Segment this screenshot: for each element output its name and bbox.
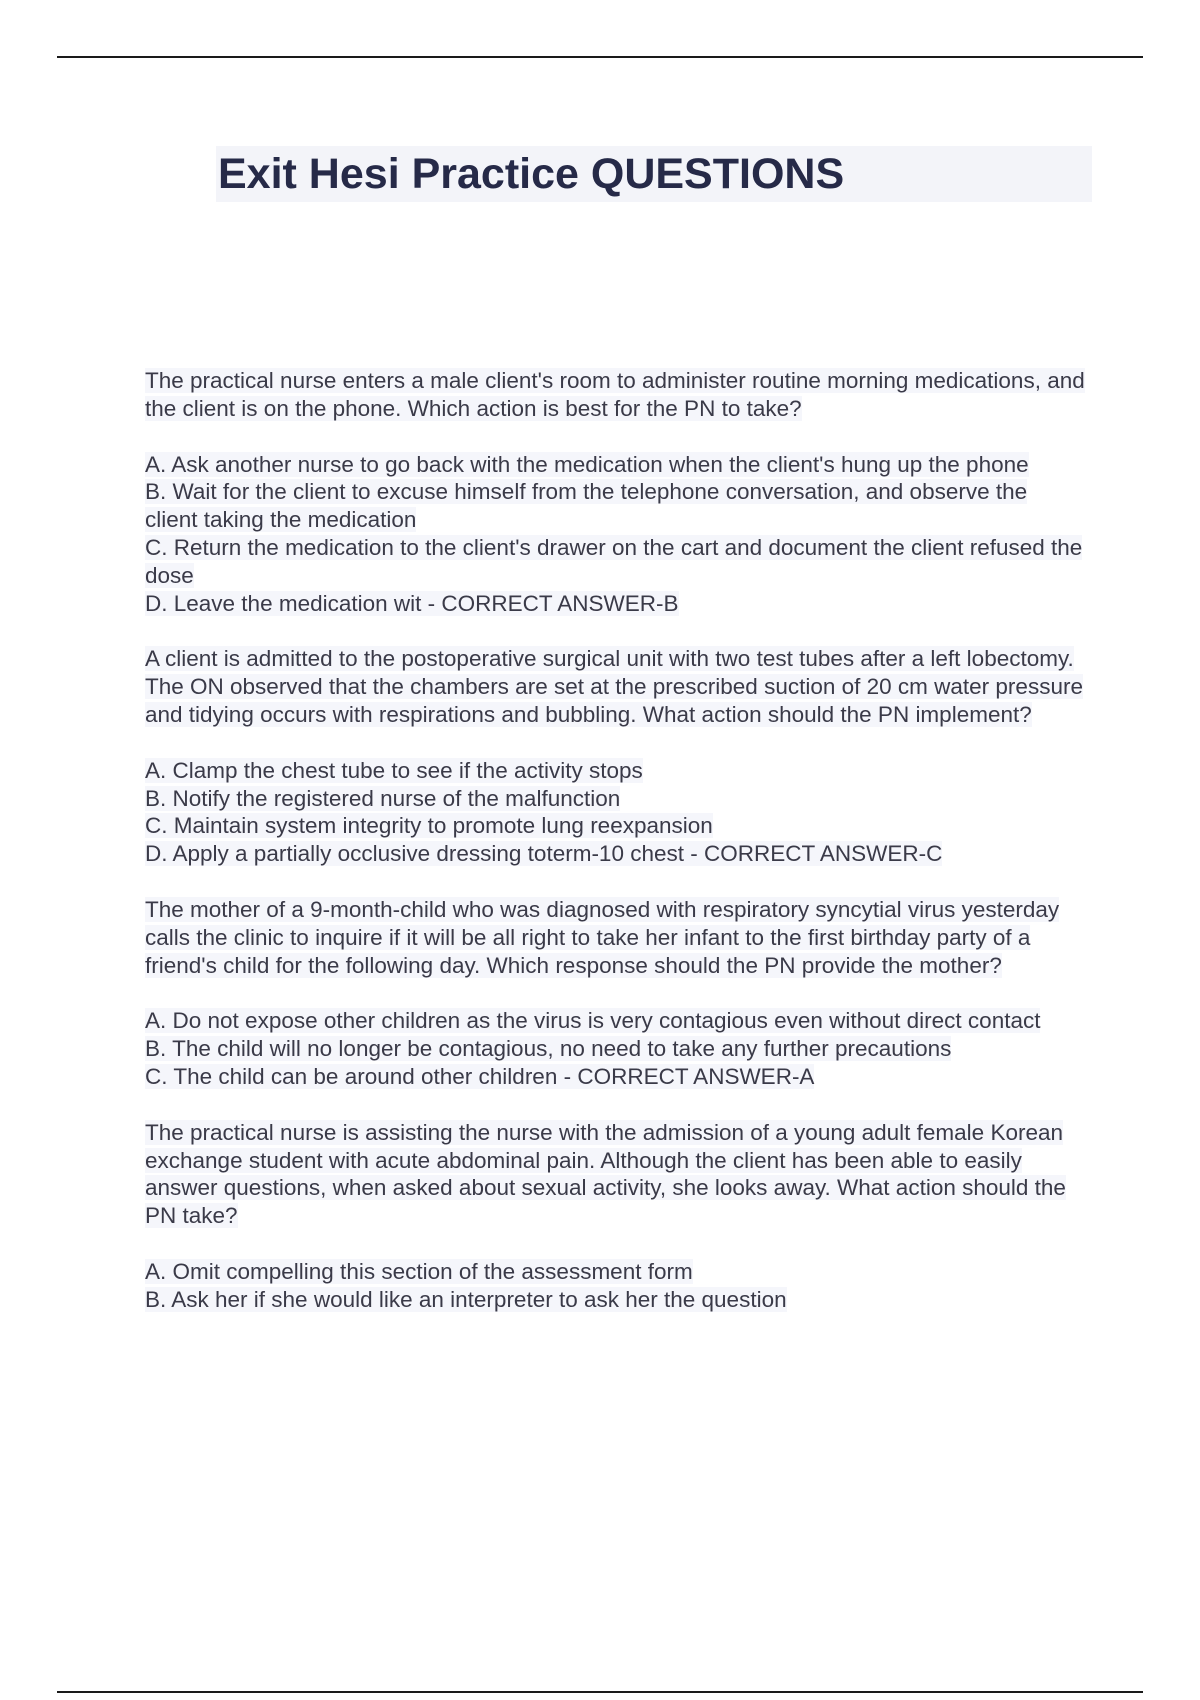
answer-option-text: A. Clamp the chest tube to see if the activity stops [145, 757, 643, 783]
answer-option-text: A. Ask another nurse to go back with the medication when the client's hung up the phone [145, 451, 1029, 477]
answer-option [145, 534, 1085, 590]
top-rule [57, 56, 1143, 58]
page-title: Exit Hesi Practice QUESTIONS [218, 150, 845, 198]
answer-option [145, 590, 1085, 618]
answer-option-text: C. Maintain system integrity to promote lung reexpansion [145, 813, 713, 839]
answer-option [145, 478, 1085, 534]
answer-option-text: B. Ask her if she would like an interpreter to ask her the question [145, 1286, 787, 1312]
answer-option-text: D. Leave the medication wit - CORRECT ANSWER-B [145, 590, 679, 616]
answer-option-text: A. Omit compelling this section of the assessment form [145, 1258, 693, 1284]
answer-options [145, 451, 1085, 618]
answer-option [145, 785, 1085, 813]
answer-option [145, 1063, 1085, 1091]
answer-option [145, 757, 1085, 785]
answer-option-text: B. The child will no longer be contagious, no need to take any further precautions [145, 1036, 952, 1062]
question-stem-text: The mother of a 9-month-child who was diagnosed with respiratory syncytial virus yesterday calls the clinic to inquire if it will be all right to take her infant to the first birthday party of a friend's child for the following day. Which response should the PN provide the mother? [145, 896, 1060, 978]
answer-option-text: D. Apply a partially occlusive dressing toterm-10 chest - CORRECT ANSWER-C [145, 841, 943, 867]
answer-option [145, 840, 1085, 868]
answer-option [145, 1258, 1085, 1286]
question-stem-text: The practical nurse enters a male client's room to administer routine morning medications, and the client is on the phone. Which action is best for the PN to take? [145, 368, 1085, 421]
questions-list [145, 367, 1085, 1314]
question-stem [145, 1119, 1085, 1230]
answer-option [145, 1286, 1085, 1314]
answer-option-text: B. Wait for the client to excuse himself from the telephone conversation, and observe the client taking the medication [145, 479, 1028, 533]
answer-option-text: C. Return the medication to the client's drawer on the cart and document the client refused the dose [145, 534, 1083, 588]
answer-option [145, 1007, 1085, 1035]
question-stem-text: The practical nurse is assisting the nurse with the admission of a young adult female Korean exchange student with acute abdominal pain. Although the client has been able to easily answer questions, when asked about sexual activity, she looks away. What action should the PN take? [145, 1119, 1066, 1229]
answer-option [145, 1035, 1085, 1063]
answer-options [145, 1258, 1085, 1314]
answer-option-text: C. The child can be around other children - CORRECT ANSWER-A [145, 1063, 815, 1089]
bottom-rule [57, 1691, 1143, 1693]
answer-options [145, 1007, 1085, 1090]
answer-options [145, 757, 1085, 868]
question-block [145, 367, 1085, 617]
question-block [145, 1119, 1085, 1314]
question-stem [145, 367, 1085, 423]
answer-option-text: A. Do not expose other children as the virus is very contagious even without direct contact [145, 1008, 1041, 1034]
question-stem [145, 896, 1085, 979]
question-block [145, 896, 1085, 1091]
question-stem-text: A client is admitted to the postoperative surgical unit with two test tubes after a left lobectomy. The ON observed that the chambers are set at the prescribed suction of 20 cm water pressure and tidying occurs with respirations and bubbling. What action should the PN implement? [145, 646, 1083, 727]
question-stem [145, 645, 1085, 728]
question-block [145, 645, 1085, 868]
answer-option [145, 812, 1085, 840]
answer-option [145, 451, 1085, 479]
answer-option-text: B. Notify the registered nurse of the malfunction [145, 785, 621, 811]
